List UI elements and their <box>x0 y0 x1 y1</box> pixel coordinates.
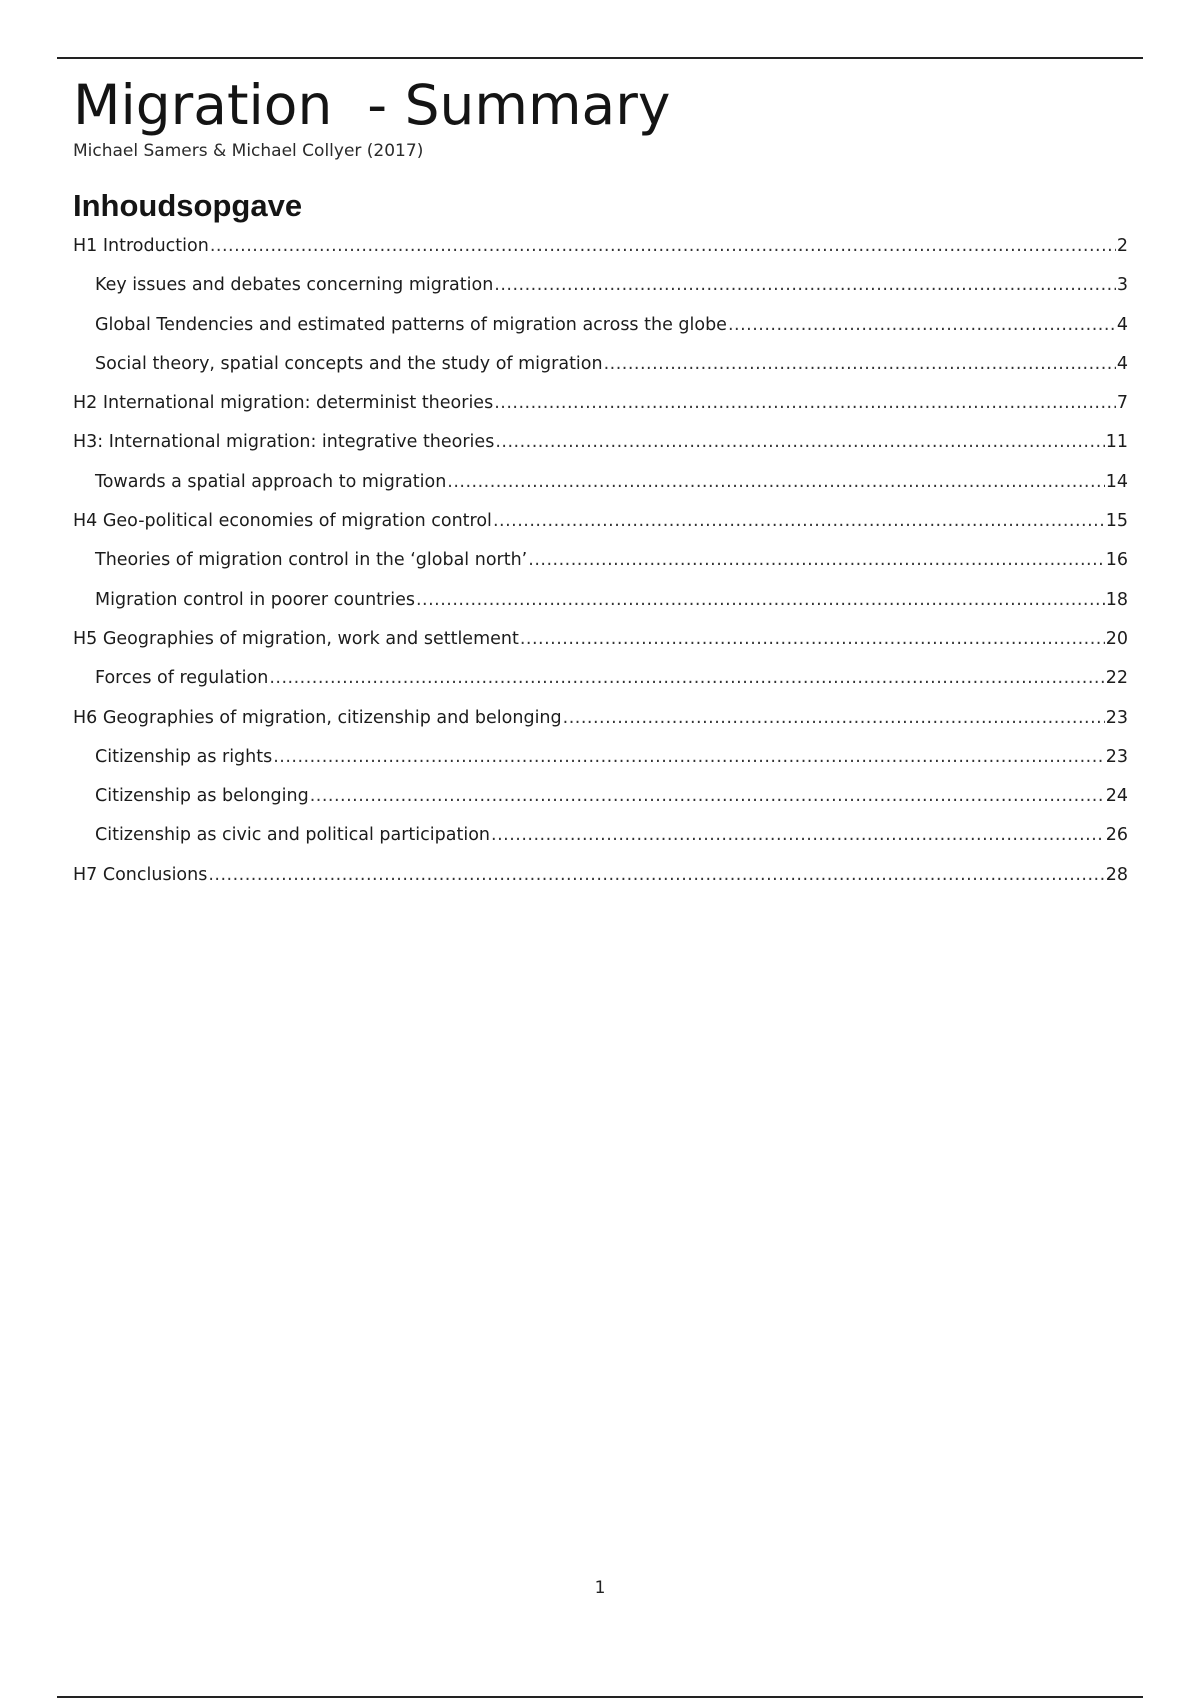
toc-entry[interactable] <box>73 825 1128 864</box>
toc-entry-label: H7 Conclusions <box>73 864 208 885</box>
toc-entry[interactable] <box>73 315 1128 354</box>
toc-dot-leader <box>528 550 1104 570</box>
toc-entry-page: 4 <box>1116 314 1128 335</box>
toc-dot-leader <box>269 668 1104 688</box>
toc-entry[interactable] <box>73 786 1128 825</box>
toc-entry-label: Social theory, spatial concepts and the study of migration <box>95 353 603 374</box>
page-content <box>73 72 1128 904</box>
toc-entry-label: H1 Introduction <box>73 236 209 256</box>
toc-entry-page: 23 <box>1105 746 1128 767</box>
toc-entry[interactable] <box>73 393 1128 432</box>
toc-dot-leader <box>493 511 1105 531</box>
toc-entry-page: 16 <box>1105 550 1128 571</box>
toc-entry[interactable] <box>73 708 1128 747</box>
toc-entry-label: Global Tendencies and estimated patterns of migration across the globe <box>95 314 727 335</box>
toc-entry-page: 24 <box>1105 786 1128 807</box>
toc-dot-leader <box>273 747 1104 767</box>
toc-entry-page: 23 <box>1105 707 1128 728</box>
toc-dot-leader <box>210 236 1116 256</box>
toc-dot-leader <box>495 432 1104 452</box>
toc-entry[interactable] <box>73 472 1128 511</box>
toc-entry-page: 26 <box>1105 825 1128 846</box>
toc-entry-label: H5 Geographies of migration, work and settlement <box>73 628 519 649</box>
toc-entry-page: 18 <box>1105 589 1128 610</box>
toc-entry[interactable] <box>73 354 1128 393</box>
toc-entry[interactable] <box>73 432 1128 471</box>
toc-entry[interactable] <box>73 629 1128 668</box>
toc-entry-page: 4 <box>1116 353 1128 374</box>
toc-entry[interactable] <box>73 236 1128 275</box>
toc-dot-leader <box>494 275 1116 295</box>
table-of-contents <box>73 236 1128 904</box>
toc-entry[interactable] <box>73 275 1128 314</box>
document-title: Migration - Summary <box>73 73 671 137</box>
toc-entry-page: 2 <box>1116 236 1128 256</box>
toc-dot-leader <box>494 393 1116 413</box>
toc-entry[interactable] <box>73 511 1128 550</box>
toc-entry-page: 14 <box>1105 471 1128 492</box>
toc-dot-leader <box>491 825 1105 845</box>
toc-entry-label: Towards a spatial approach to migration <box>95 471 447 492</box>
footer-rule <box>57 1696 1143 1698</box>
toc-entry-page: 20 <box>1105 628 1128 649</box>
toc-dot-leader <box>728 315 1116 335</box>
document-subtitle: Michael Samers & Michael Collyer (2017) <box>73 141 424 161</box>
toc-dot-leader <box>416 590 1105 610</box>
toc-entry-page: 11 <box>1105 432 1128 453</box>
toc-dot-leader <box>208 865 1104 885</box>
toc-entry[interactable] <box>73 550 1128 589</box>
toc-entry-label: Forces of regulation <box>95 668 269 689</box>
header-rule <box>57 57 1143 59</box>
toc-entry-label: H2 International migration: determinist theories <box>73 393 494 414</box>
toc-entry-label: H3: International migration: integrative theories <box>73 432 495 453</box>
toc-entry[interactable] <box>73 865 1128 904</box>
toc-entry-page: 28 <box>1105 864 1128 885</box>
toc-entry-page: 3 <box>1116 275 1128 296</box>
toc-entry[interactable] <box>73 747 1128 786</box>
toc-entry[interactable] <box>73 668 1128 707</box>
toc-entry-label: Migration control in poorer countries <box>95 589 415 610</box>
toc-heading: Inhoudsopgave <box>73 188 303 223</box>
toc-entry-label: Citizenship as rights <box>95 746 273 767</box>
toc-entry-page: 22 <box>1105 668 1128 689</box>
toc-dot-leader <box>604 354 1116 374</box>
toc-entry-label: Key issues and debates concerning migration <box>95 275 494 296</box>
toc-entry-label: Citizenship as belonging <box>95 786 309 807</box>
toc-entry-page: 7 <box>1116 393 1128 414</box>
toc-entry-page: 15 <box>1105 511 1128 532</box>
toc-dot-leader <box>447 472 1104 492</box>
toc-dot-leader <box>520 629 1105 649</box>
toc-entry[interactable] <box>73 590 1128 629</box>
toc-dot-leader <box>310 786 1105 806</box>
toc-entry-label: Theories of migration control in the ‘global north’ <box>95 550 528 571</box>
toc-dot-leader <box>563 708 1105 728</box>
toc-entry-label: Citizenship as civic and political participation <box>95 825 490 846</box>
toc-entry-label: H6 Geographies of migration, citizenship and belonging <box>73 707 562 728</box>
toc-entry-label: H4 Geo-political economies of migration control <box>73 511 492 532</box>
page-number: 1 <box>594 1578 606 1598</box>
